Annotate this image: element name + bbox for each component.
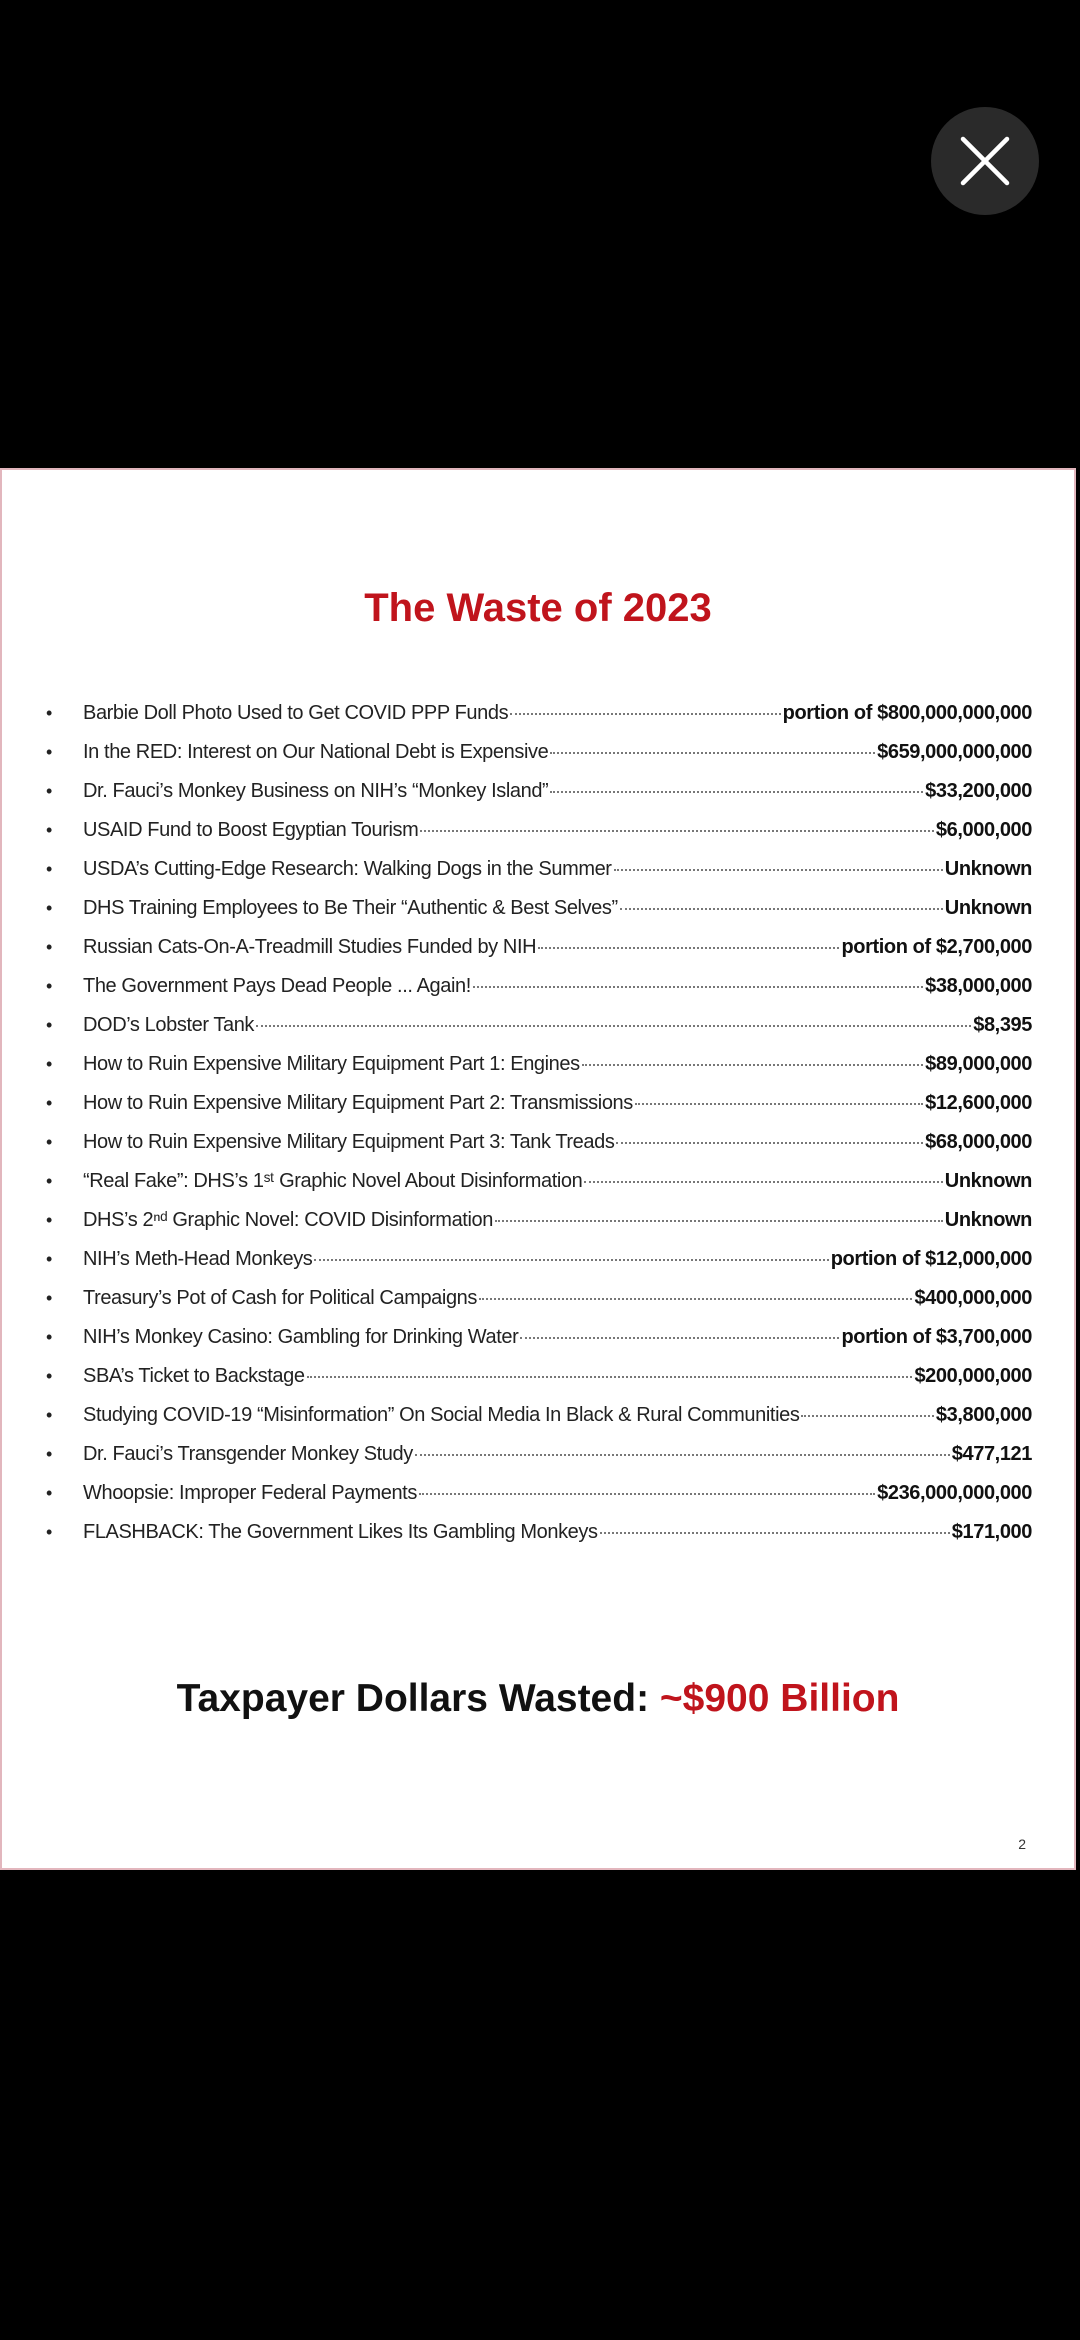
list-item [46, 1404, 1032, 1443]
item-value: portion of $2,700,000 [841, 936, 1032, 958]
list-item [46, 936, 1032, 975]
item-label: “Real Fake”: DHS’s 1ˢᵗ Graphic Novel About Disinformation [83, 1170, 583, 1192]
bullet-icon: • [46, 1327, 52, 1347]
bullet-icon: • [46, 1405, 52, 1425]
item-value: $6,000,000 [935, 819, 1032, 841]
item-label: USAID Fund to Boost Egyptian Tourism [83, 819, 419, 841]
dot-leader [473, 986, 923, 988]
dot-leader [510, 713, 780, 715]
waste-list [46, 702, 1032, 1560]
item-label: How to Ruin Expensive Military Equipment Part 1: Engines [83, 1053, 580, 1075]
item-value: $171,000 [951, 1521, 1032, 1543]
item-value: portion of $3,700,000 [841, 1326, 1032, 1348]
list-item [46, 1053, 1032, 1092]
dot-leader [616, 1142, 923, 1144]
dot-leader [600, 1532, 950, 1534]
item-value: Unknown [944, 1170, 1032, 1192]
list-item [46, 1209, 1032, 1248]
item-value: $3,800,000 [935, 1404, 1032, 1426]
item-value: $400,000,000 [914, 1287, 1032, 1309]
dot-leader [582, 1064, 923, 1066]
item-value: Unknown [944, 1209, 1032, 1231]
dot-leader [256, 1025, 971, 1027]
dot-leader [419, 1493, 875, 1495]
list-item [46, 780, 1032, 819]
bullet-icon: • [46, 1171, 52, 1191]
item-label: The Government Pays Dead People ... Again! [83, 975, 471, 997]
item-label: In the RED: Interest on Our National Debt is Expensive [83, 741, 549, 763]
item-label: NIH’s Monkey Casino: Gambling for Drinking Water [83, 1326, 519, 1348]
dot-leader [495, 1220, 943, 1222]
bullet-icon: • [46, 820, 52, 840]
list-item [46, 897, 1032, 936]
item-value: $477,121 [951, 1443, 1032, 1465]
bullet-icon: • [46, 1093, 52, 1113]
item-label: Russian Cats-On-A-Treadmill Studies Funded by NIH [83, 936, 537, 958]
dot-leader [550, 791, 923, 793]
item-label: DHS’s 2ⁿᵈ Graphic Novel: COVID Disinformation [83, 1209, 493, 1231]
list-item [46, 1248, 1032, 1287]
total-value: ~$900 Billion [659, 1677, 900, 1720]
item-value: $68,000,000 [925, 1131, 1032, 1153]
dot-leader [614, 869, 943, 871]
bullet-icon: • [46, 781, 52, 801]
item-label: DOD’s Lobster Tank [83, 1014, 255, 1036]
list-item [46, 702, 1032, 741]
bullet-icon: • [46, 898, 52, 918]
list-item [46, 1131, 1032, 1170]
total-line [2, 1677, 1074, 1721]
item-value: portion of $800,000,000,000 [782, 702, 1032, 724]
item-value: $89,000,000 [925, 1053, 1032, 1075]
item-label: Barbie Doll Photo Used to Get COVID PPP Funds [83, 702, 509, 724]
bullet-icon: • [46, 859, 52, 879]
list-item [46, 1092, 1032, 1131]
bullet-icon: • [46, 1288, 52, 1308]
bullet-icon: • [46, 1054, 52, 1074]
item-value: $8,395 [973, 1014, 1032, 1036]
bullet-icon: • [46, 1249, 52, 1269]
item-value: Unknown [944, 897, 1032, 919]
list-item [46, 975, 1032, 1014]
dot-leader [801, 1415, 933, 1417]
bullet-icon: • [46, 1210, 52, 1230]
item-value: $236,000,000,000 [877, 1482, 1032, 1504]
bullet-icon: • [46, 937, 52, 957]
item-label: How to Ruin Expensive Military Equipment Part 3: Tank Treads [83, 1131, 615, 1153]
bullet-icon: • [46, 1444, 52, 1464]
item-label: DHS Training Employees to Be Their “Authentic & Best Selves” [83, 897, 618, 919]
item-value: $200,000,000 [914, 1365, 1032, 1387]
document-title: The Waste of 2023 [364, 586, 712, 630]
item-value: $12,600,000 [925, 1092, 1032, 1114]
list-item [46, 1482, 1032, 1521]
bullet-icon: • [46, 1522, 52, 1542]
item-label: How to Ruin Expensive Military Equipment Part 2: Transmissions [83, 1092, 633, 1114]
item-value: portion of $12,000,000 [830, 1248, 1032, 1270]
close-button[interactable] [931, 107, 1039, 215]
close-icon [960, 136, 1010, 186]
bullet-icon: • [46, 1015, 52, 1035]
dot-leader [550, 752, 875, 754]
dot-leader [307, 1376, 913, 1378]
dot-leader [479, 1298, 912, 1300]
list-item [46, 1365, 1032, 1404]
bullet-icon: • [46, 1483, 52, 1503]
dot-leader [584, 1181, 942, 1183]
bullet-icon: • [46, 703, 52, 723]
list-item [46, 858, 1032, 897]
page-number: 2 [1018, 1836, 1026, 1852]
item-label: NIH’s Meth-Head Monkeys [83, 1248, 313, 1270]
list-item [46, 819, 1032, 858]
bullet-icon: • [46, 1132, 52, 1152]
item-label: Treasury’s Pot of Cash for Political Campaigns [83, 1287, 477, 1309]
total-label: Taxpayer Dollars Wasted: [176, 1677, 660, 1720]
list-item [46, 1326, 1032, 1365]
list-item [46, 741, 1032, 780]
item-label: Whoopsie: Improper Federal Payments [83, 1482, 417, 1504]
list-item [46, 1170, 1032, 1209]
item-label: SBA’s Ticket to Backstage [83, 1365, 305, 1387]
dot-leader [620, 908, 943, 910]
document-image [0, 468, 1076, 1870]
dot-leader [635, 1103, 923, 1105]
item-label: FLASHBACK: The Government Likes Its Gambling Monkeys [83, 1521, 598, 1543]
item-value: Unknown [944, 858, 1032, 880]
item-label: Dr. Fauci’s Transgender Monkey Study [83, 1443, 413, 1465]
bullet-icon: • [46, 1366, 52, 1386]
bullet-icon: • [46, 976, 52, 996]
dot-leader [520, 1337, 839, 1339]
dot-leader [538, 947, 839, 949]
dot-leader [314, 1259, 828, 1261]
item-label: USDA’s Cutting-Edge Research: Walking Dogs in the Summer [83, 858, 612, 880]
item-label: Studying COVID-19 “Misinformation” On Social Media In Black & Rural Communities [83, 1404, 800, 1426]
item-value: $33,200,000 [925, 780, 1032, 802]
list-item [46, 1014, 1032, 1053]
bullet-icon: • [46, 742, 52, 762]
item-label: Dr. Fauci’s Monkey Business on NIH’s “Monkey Island” [83, 780, 549, 802]
dot-leader [420, 830, 933, 832]
list-item [46, 1443, 1032, 1482]
list-item [46, 1287, 1032, 1326]
list-item [46, 1521, 1032, 1560]
item-value: $659,000,000,000 [877, 741, 1032, 763]
dot-leader [415, 1454, 950, 1456]
item-value: $38,000,000 [925, 975, 1032, 997]
